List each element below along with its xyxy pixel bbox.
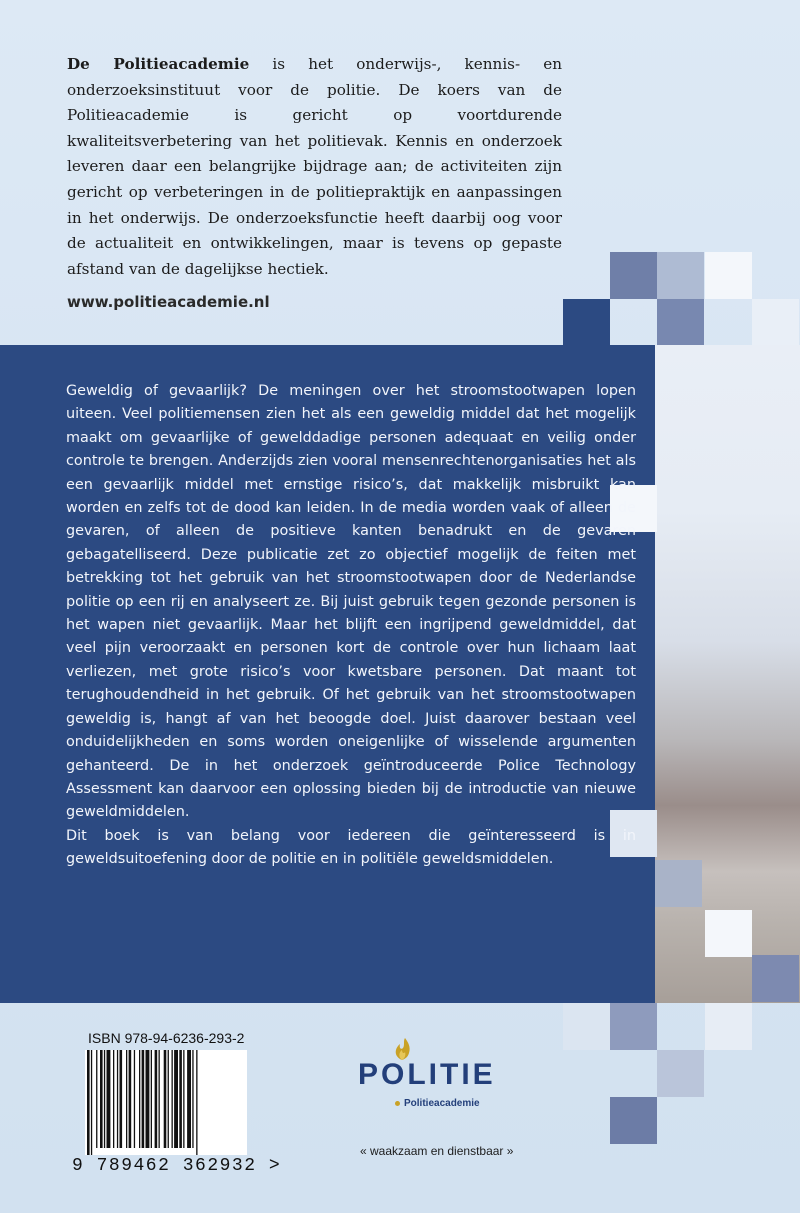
- decor-square: [610, 1003, 657, 1050]
- website-link[interactable]: www.politieacademie.nl: [67, 293, 270, 311]
- decor-square: [752, 299, 799, 346]
- decor-square: [657, 252, 704, 299]
- decor-square: [752, 955, 799, 1002]
- accent-dot-icon: [395, 1101, 400, 1106]
- politie-wordmark: POLITIE: [358, 1058, 496, 1091]
- intro-paragraph: [67, 52, 562, 282]
- decor-square: [655, 860, 702, 907]
- decor-square: [705, 1003, 752, 1050]
- barcode-digits: 9 789462 362932 >: [72, 1156, 282, 1176]
- decor-square: [705, 910, 752, 957]
- summary-paragraph-2: Dit boek is van belang voor iedereen die geïnteresseerd is in geweldsuitoefening door de politie en in politiële geweldsmiddelen.: [66, 827, 636, 868]
- decor-square: [705, 252, 752, 299]
- decor-square: [563, 299, 610, 346]
- politieacademie-subtitle: Politieacademie: [395, 1098, 480, 1109]
- isbn-label: ISBN 978-94-6236-293-2: [88, 1030, 245, 1046]
- intro-body: is het onderwijs-, kennis- en onderzoeksinstituut voor de politie. De koers van de Politieacademie is gericht op voortdurende kwaliteitsverbetering van het politievak. Kennis en onderzoek leveren daar een belangrijke bijdrage aan; de activiteiten zijn gericht op verbeteringen in de politiepraktijk en aanpassingen in het onderwijs. De onderzoeksfunctie heeft daarbij oog voor de actualiteit en ontwikkelingen, maar is tevens op gepaste afstand van de dagelijkse hectiek.: [67, 55, 563, 278]
- slogan: « waakzaam en dienstbaar »: [360, 1144, 514, 1158]
- decor-square: [657, 1050, 704, 1097]
- intro-lead: De Politieacademie: [67, 55, 250, 73]
- summary-paragraph-1: Geweldig of gevaarlijk? De meningen over het stroomstootwapen lopen uiteen. Veel politiemensen zien het als een geweldig middel dat het mogelijk maakt om gevaarlijke of gewelddadige personen adequaat en veilig onder controle te brengen. Anderzijds zien vooral mensenrechtenorganisaties het als een gevaarlijk middel met ernstige risico’s, dat makkelijk misbruikt kan worden en zelfs tot de dood kan leiden. In de media worden vaak of alleen de gevaren, of alleen de positieve kanten benadrukt en de gevaren gebagatelliseerd. Deze publicatie zet zo objectief mogelijk de feiten met betrekking tot het gebruik van het stroomstootwapen door de Nederlandse politie op een rij en analyseert ze. Bij juist gebruik tegen gezonde personen is het wapen niet gevaarlijk. Maar het blijft een ingrijpend geweldmiddel, dat veel pijn veroorzaakt en personen kort de controle over hun lichaam laat verliezen, met grote risico’s voor kwetsbare personen. Dat maant tot terughoudendheid in het gebruik. Of het gebruik van het stroomstootwapen geweldig is, hangt af van het beoogde doel. Juist daarover bestaan veel onduidelijkheden en soms worden oneigenlijke of wisselende argumenten gehanteerd. De in het onderzoek geïntroduceerde Police Technology Assessment kan daarvoor een oplossing bieden bij de introductie van nieuwe geweldmiddelen.: [66, 383, 636, 821]
- decor-square: [610, 1097, 657, 1144]
- barcode-bars: [85, 1050, 247, 1155]
- decor-square: [610, 252, 657, 299]
- barcode: [85, 1050, 247, 1155]
- decor-square: [657, 299, 704, 346]
- summary-text: [66, 380, 636, 872]
- decor-square: [563, 1003, 610, 1050]
